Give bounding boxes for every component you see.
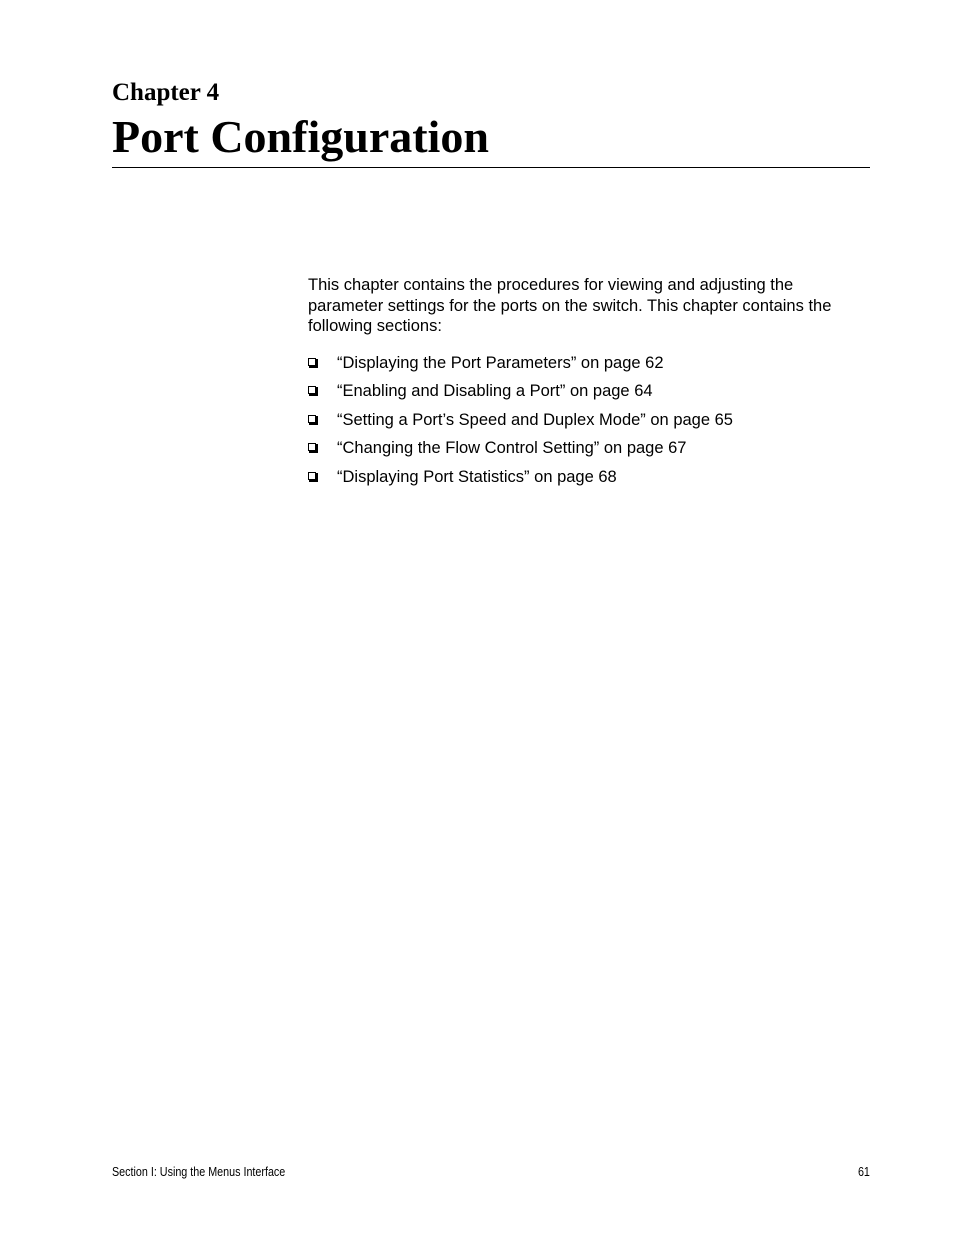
list-item[interactable]	[308, 409, 868, 437]
checkbox-bullet-icon	[308, 386, 316, 394]
list-item[interactable]	[308, 380, 868, 408]
chapter-title: Port Configuration	[112, 111, 489, 162]
list-item[interactable]	[308, 466, 868, 494]
title-rule	[112, 167, 870, 168]
list-item-text: “Displaying the Port Parameters” on page 62	[337, 354, 664, 372]
footer-section-title: Section I: Using the Menus Interface	[112, 1165, 286, 1179]
chapter-label: Chapter 4	[112, 79, 220, 106]
checkbox-bullet-icon	[308, 443, 316, 451]
checkbox-bullet-icon	[308, 472, 316, 480]
list-item-text: “Enabling and Disabling a Port” on page 64	[337, 382, 653, 401]
intro-paragraph: This chapter contains the procedures for viewing and adjusting the parameter settings for the ports on the switch. This chapter contains the following sections:	[308, 276, 832, 335]
checkbox-bullet-icon	[308, 358, 316, 366]
list-item[interactable]	[308, 437, 868, 465]
list-item-text: “Setting a Port’s Speed and Duplex Mode” on page 65	[337, 410, 733, 429]
list-item-text: “Changing the Flow Control Setting” on page 67	[337, 439, 687, 458]
section-list	[308, 352, 868, 494]
list-item[interactable]	[308, 352, 868, 380]
list-item-text: “Displaying Port Statistics” on page 68	[337, 467, 617, 486]
footer-page-number: 61	[858, 1165, 870, 1179]
checkbox-bullet-icon	[308, 415, 316, 423]
